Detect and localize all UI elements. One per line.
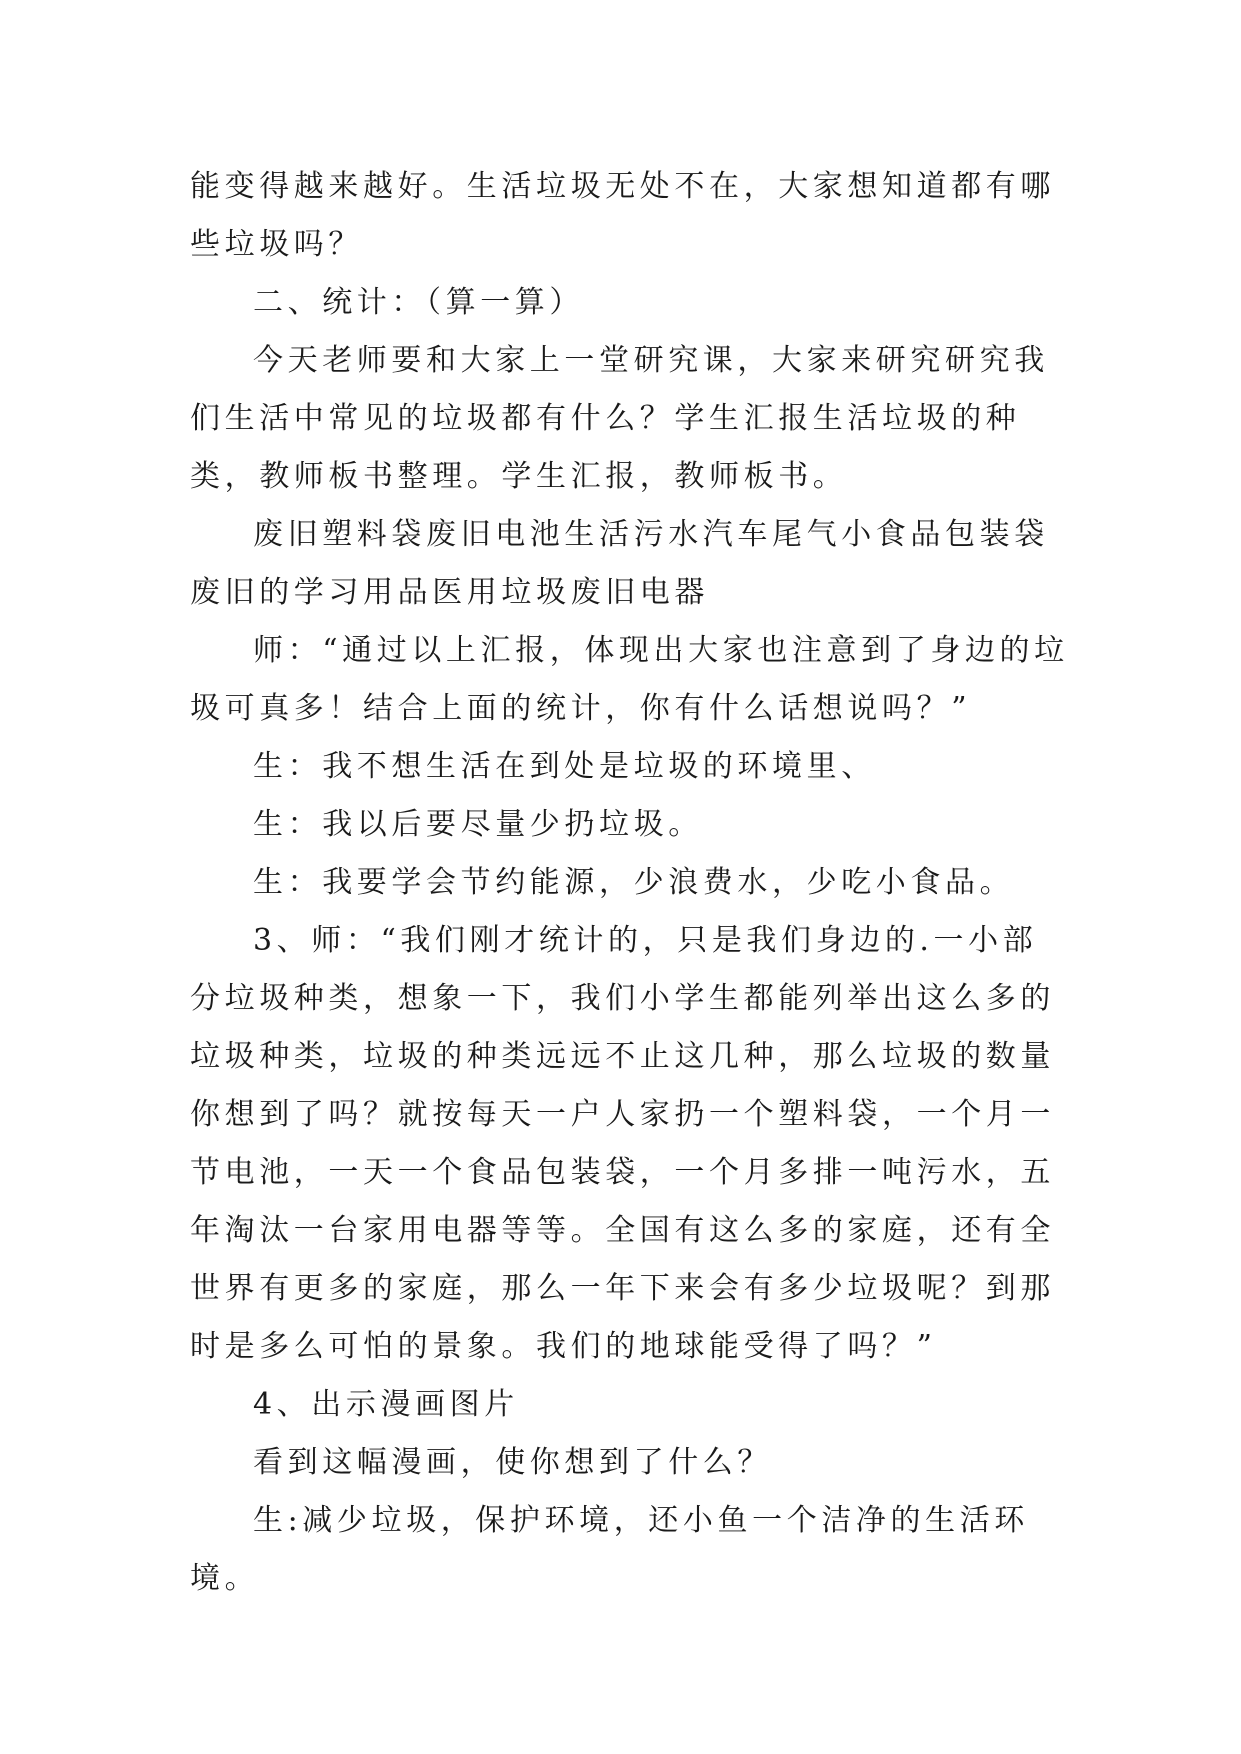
- paragraph-step-4-comic: 4、出示漫画图片: [253, 1387, 519, 1422]
- paragraph-comic-question: 看到这幅漫画，使你想到了什么？: [253, 1445, 772, 1480]
- section-heading-statistics: 二、统计：（算一算）: [253, 285, 584, 320]
- paragraph-continuation: 能变得越来越好。生活垃圾无处不在，大家想知道都有哪些垃圾吗？: [190, 169, 1055, 262]
- paragraph-step-3-teacher: 3、师：“我们刚才统计的，只是我们身边的.一小部分垃圾种类，想象一下，我们小学生都能列举出这么多的垃圾种类，垃圾的种类远远不止这几种，那么垃圾的数量你想到了吗？就按每天一户人家扔一个塑料袋，一个月一节电池，一天一个食品包装袋，一个月多排一吨污水，五年淘汰一台家用电器等等。全国有这么多的家庭，还有全世界有更多的家庭，那么一年下来会有多少垃圾呢？到那时是多么可怕的景象。我们的地球能受得了吗？”: [190, 923, 1055, 1364]
- paragraph-teacher-summary: 师：“通过以上汇报，体现出大家也注意到了身边的垃圾可真多！结合上面的统计，你有什么话想说吗？”: [190, 633, 1069, 726]
- paragraph-student-response-1: 生：我不想生活在到处是垃圾的环境里、: [253, 749, 876, 784]
- paragraph-student-response-4: 生:减少垃圾，保护环境，还小鱼一个洁净的生活环境。: [190, 1503, 1029, 1596]
- paragraph-student-response-3: 生：我要学会节约能源，少浪费水，少吃小食品。: [253, 865, 1015, 900]
- paragraph-garbage-list: 废旧塑料袋废旧电池生活污水汽车尾气小食品包装袋废旧的学习用品医用垃圾废旧电器: [190, 517, 1049, 610]
- paragraph-student-response-2: 生：我以后要尽量少扔垃圾。: [253, 807, 703, 842]
- paragraph-research-intro: 今天老师要和大家上一堂研究课，大家来研究研究我们生活中常见的垃圾都有什么？学生汇报生活垃圾的种类，教师板书整理。学生汇报，教师板书。: [190, 343, 1049, 494]
- document-body: [190, 158, 1070, 1608]
